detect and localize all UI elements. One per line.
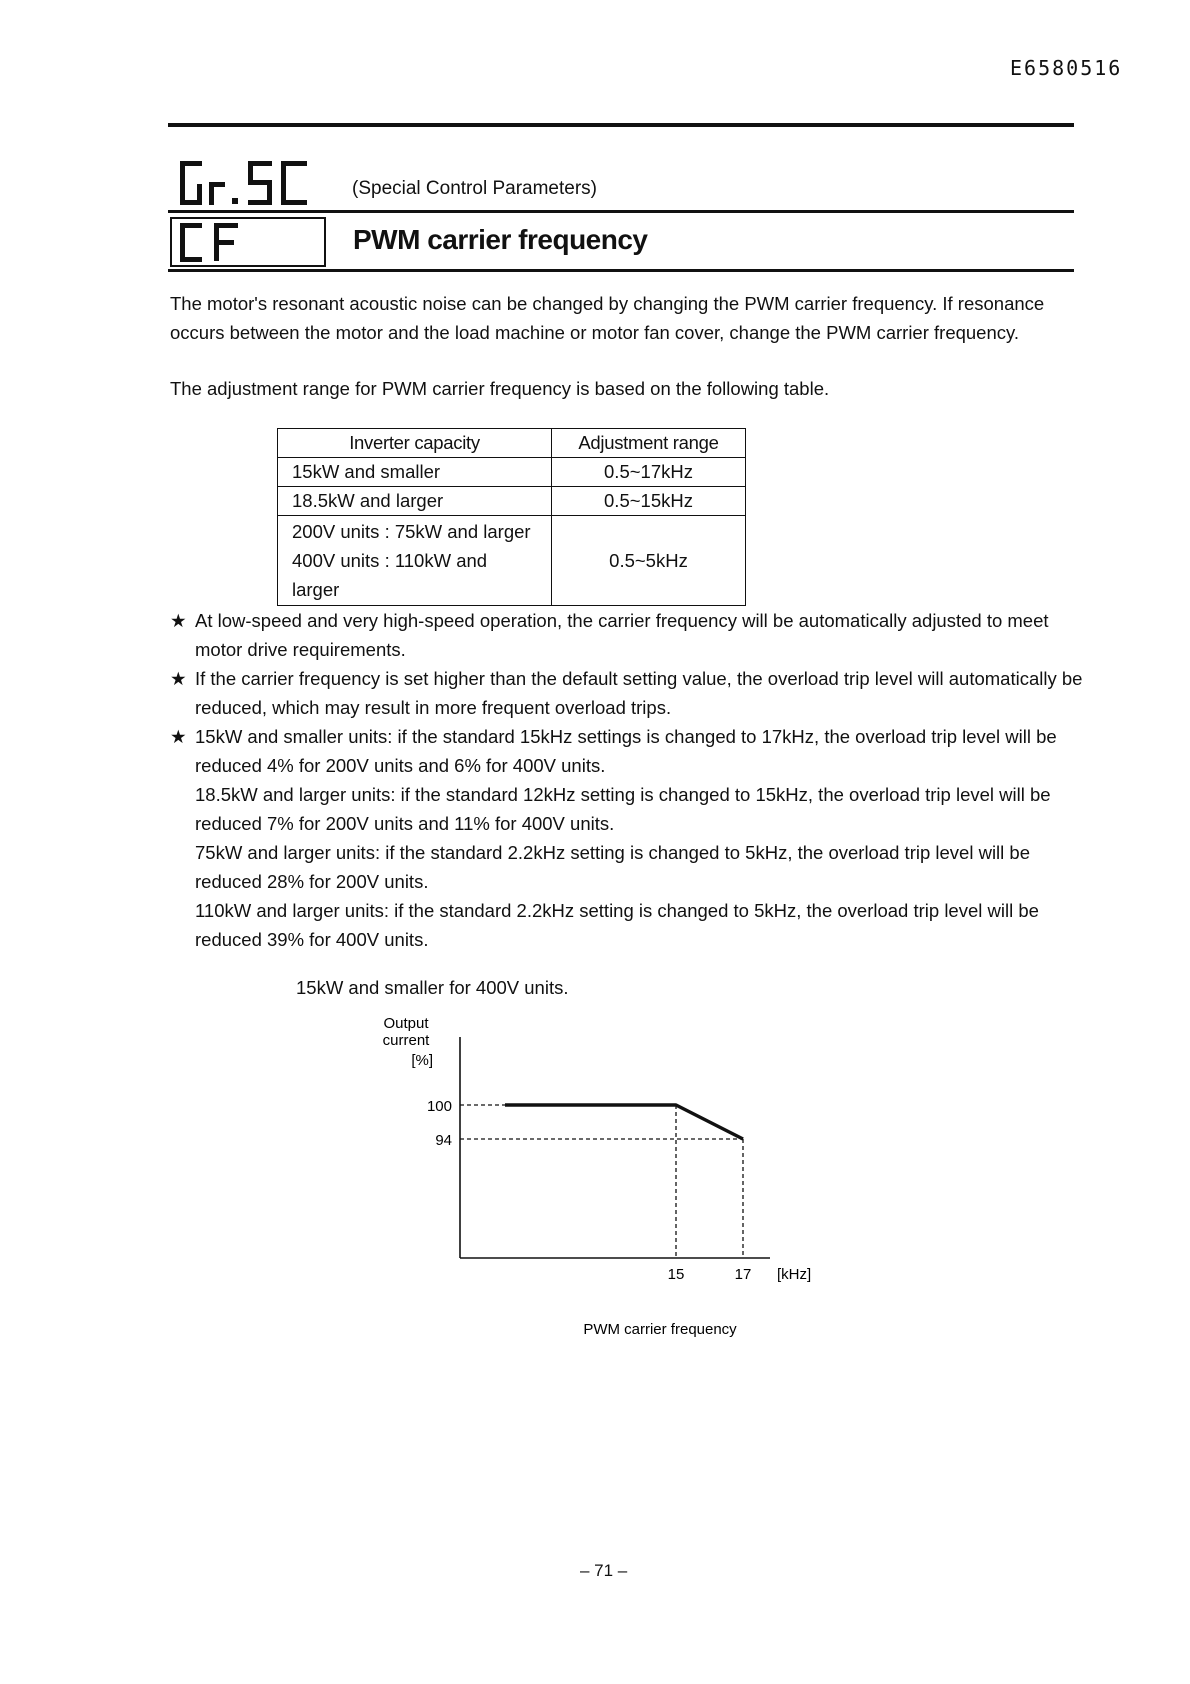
star-icon: ★: [170, 610, 187, 631]
note-text: At low-speed and very high-speed operation, the carrier frequency will be automatically adjusted to meet motor drive requirements.: [195, 610, 1049, 660]
intro-paragraph-1: The motor's resonant acoustic noise can be changed by changing the PWM carrier frequency. If resonance occurs between the motor and the load machine or motor fan cover, change the PWM carrier frequency.: [170, 293, 1045, 343]
group-title: (Special Control Parameters): [352, 178, 597, 199]
parameter-code-box: [170, 217, 326, 267]
table-row: [278, 516, 746, 606]
series-line: [505, 1105, 743, 1139]
table-header-row: [278, 429, 746, 458]
parameter-title: PWM carrier frequency: [353, 224, 648, 255]
star-icon: ★: [170, 668, 187, 689]
chart-caption: 15kW and smaller for 400V units.: [296, 977, 569, 998]
x-axis-unit: [kHz]: [777, 1266, 812, 1283]
capacity-cell: 15kW and smaller: [278, 458, 552, 487]
note-continuation: 75kW and larger units: if the standard 2.2kHz setting is changed to 5kHz, the overload trip level will be reduced 28% for 200V units.: [195, 842, 1030, 892]
y-axis-label-line: Output: [383, 1015, 429, 1032]
x-tick-label: 15: [667, 1266, 685, 1283]
list-item: [170, 664, 1090, 722]
capacity-cell: 18.5kW and larger: [278, 487, 552, 516]
note-continuation: 18.5kW and larger units: if the standard 12kHz setting is changed to 15kHz, the overload trip level will be reduced 7% for 200V units and 11% for 400V units.: [195, 784, 1051, 834]
range-cell: 0.5~15kHz: [552, 487, 746, 516]
note-text: 15kW and smaller units: if the standard 15kHz settings is changed to 17kHz, the overload trip level will be reduced 4% for 200V units and 6% for 400V units.: [195, 726, 1057, 776]
section-rule-bottom: [168, 269, 1074, 272]
header-adjustment-range: Adjustment range: [552, 429, 746, 458]
intro-paragraph-2: The adjustment range for PWM carrier frequency is based on the following table.: [170, 378, 830, 399]
document-number: E6580516: [1010, 56, 1123, 80]
list-item: [170, 722, 1090, 780]
x-axis-label: PWM carrier frequency: [583, 1321, 737, 1338]
group-segment-display: [178, 158, 338, 208]
y-axis-label-line: [%]: [411, 1052, 433, 1069]
adjustment-range-table: [277, 428, 746, 606]
section-rule-top: [168, 210, 1074, 213]
notes-list: [170, 606, 1090, 954]
capacity-cell: [278, 516, 552, 606]
range-cell: 0.5~5kHz: [552, 516, 746, 606]
table-row: [278, 487, 746, 516]
x-tick-label: 17: [734, 1266, 752, 1283]
y-tick-label: 100: [426, 1098, 452, 1115]
top-rule: [168, 123, 1074, 127]
capacity-line: 200V units : 75kW and larger: [292, 521, 531, 542]
star-icon: ★: [170, 726, 187, 747]
note-continuation: 110kW and larger units: if the standard 2.2kHz setting is changed to 5kHz, the overload trip level will be reduced 39% for 400V units.: [195, 900, 1039, 950]
capacity-line: 400V units : 110kW and larger: [292, 550, 488, 600]
page-number: – 71 –: [580, 1561, 628, 1580]
table-row: [278, 458, 746, 487]
y-axis-label-line: current: [382, 1032, 430, 1049]
note-text: If the carrier frequency is set higher than the default setting value, the overload trip level will automatically be reduced, which may result in more frequent overload trips.: [195, 668, 1083, 718]
y-tick-label: 94: [435, 1132, 452, 1149]
list-item: [170, 606, 1090, 664]
range-cell: 0.5~17kHz: [552, 458, 746, 487]
header-inverter-capacity: Inverter capacity: [278, 429, 552, 458]
